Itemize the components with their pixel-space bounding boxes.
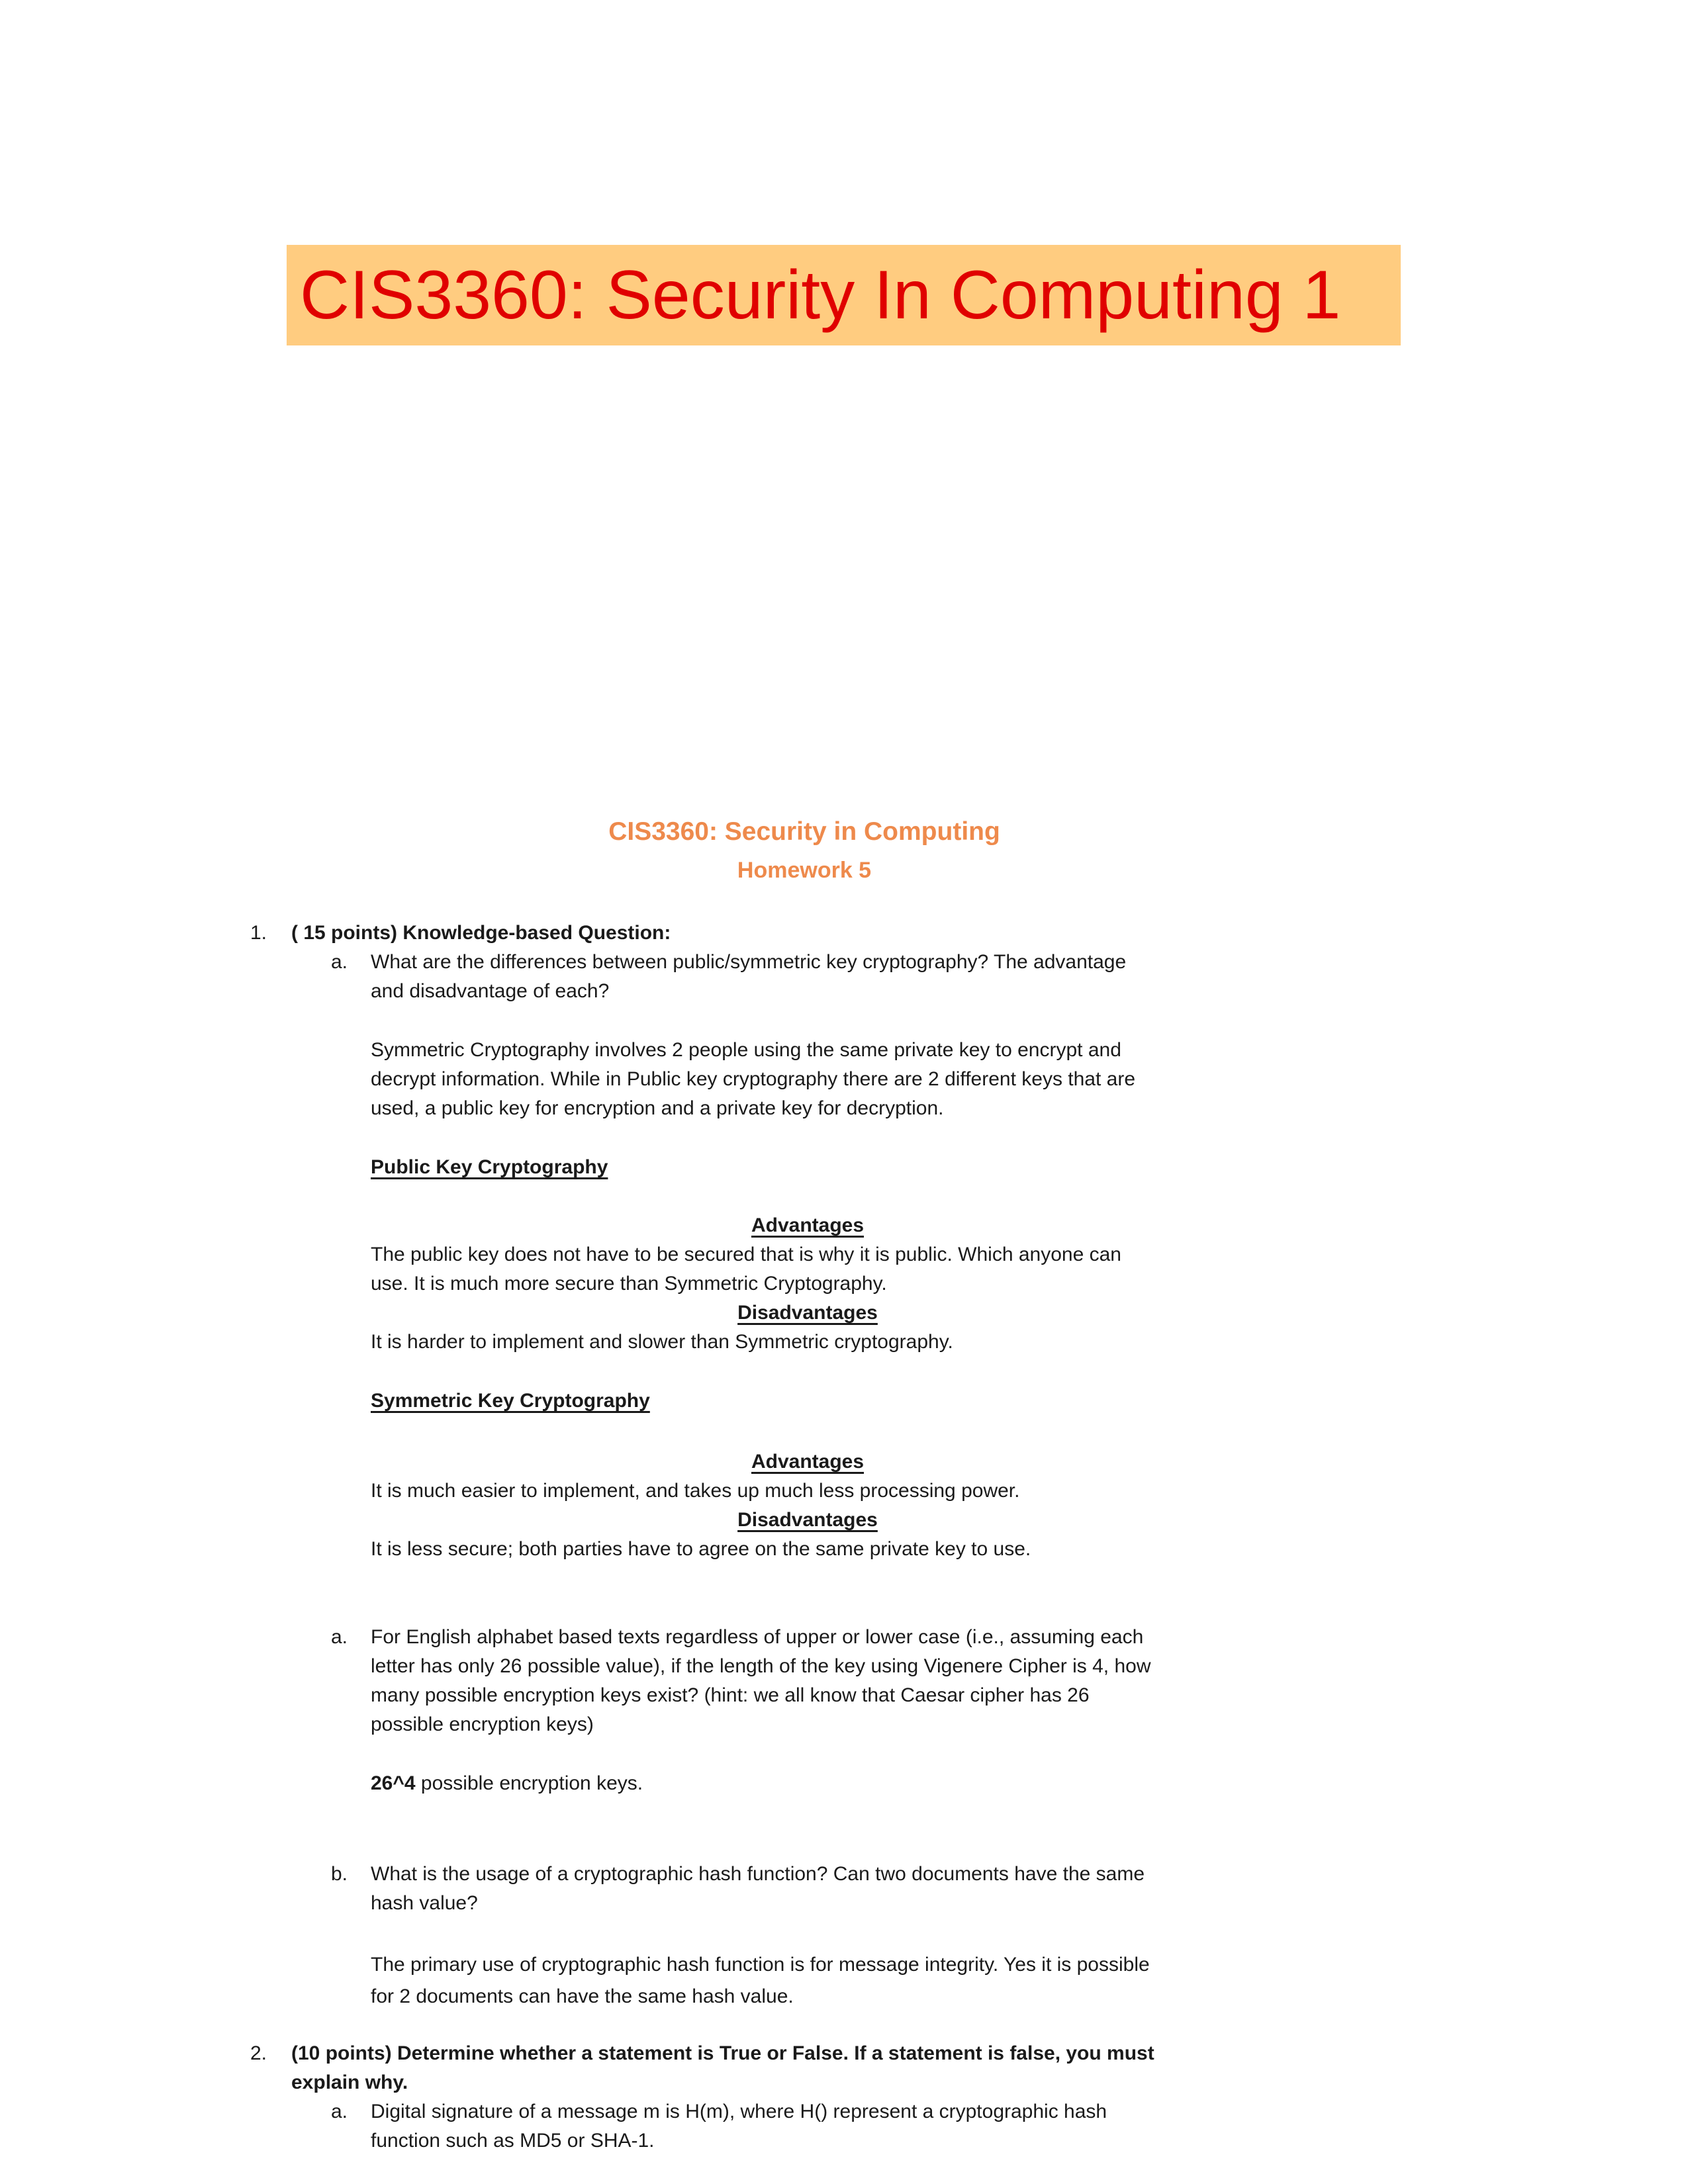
q1a-answer-line-2: decrypt information. While in Public key cryptography there are 2 different keys that are xyxy=(371,1068,1136,1090)
document-subtitle: Homework 5 xyxy=(737,858,872,883)
q1b-answer-line-1: The primary use of cryptographic hash function is for message integrity. Yes it is possible xyxy=(371,1954,1150,1976)
q1b-answer-line-2: for 2 documents can have the same hash value. xyxy=(371,1985,794,2007)
document-title: CIS3360: Security in Computing xyxy=(608,817,1000,846)
q2-number: 2. xyxy=(250,2042,267,2064)
q1a2-question-line-3: many possible encryption keys exist? (hint: we all know that Caesar cipher has 26 xyxy=(371,1684,1090,1706)
symmetric-disadvantages-line-1: It is less secure; both parties have to agree on the same private key to use. xyxy=(371,1538,1031,1560)
q2a-letter: a. xyxy=(331,2101,348,2122)
q1a2-question-line-4: possible encryption keys) xyxy=(371,1713,594,1735)
q1b-question-line-2: hash value? xyxy=(371,1892,478,1914)
q1b-question-line-1: What is the usage of a cryptographic hash function? Can two documents have the same xyxy=(371,1863,1145,1885)
banner-title: CIS3360: Security In Computing 1 xyxy=(300,257,1341,334)
symmetric-key-heading: Symmetric Key Cryptography xyxy=(371,1390,650,1412)
public-key-heading: Public Key Cryptography xyxy=(371,1156,608,1178)
q1b-letter: b. xyxy=(331,1863,348,1885)
symmetric-advantages-line-1: It is much easier to implement, and takes up much less processing power. xyxy=(371,1480,1020,1502)
symmetric-disadvantages-label: Disadvantages xyxy=(737,1509,878,1531)
q1a-question-line-2: and disadvantage of each? xyxy=(371,980,610,1002)
public-advantages-line-2: use. It is much more secure than Symmetric Cryptography. xyxy=(371,1273,887,1295)
q1-number: 1. xyxy=(250,922,267,944)
q1a2-answer xyxy=(371,1769,643,1798)
q1a2-answer-text: possible encryption keys. xyxy=(415,1772,643,1794)
q1a2-question-line-2: letter has only 26 possible value), if the length of the key using Vigenere Cipher is 4, how xyxy=(371,1655,1151,1677)
q1a2-answer-value: 26^4 xyxy=(371,1772,416,1794)
q1a2-letter: a. xyxy=(331,1626,348,1648)
public-disadvantages-line-1: It is harder to implement and slower than Symmetric cryptography. xyxy=(371,1331,953,1353)
q1a2-question-line-1: For English alphabet based texts regardless of upper or lower case (i.e., assuming each xyxy=(371,1626,1144,1648)
public-advantages-line-1: The public key does not have to be secured that is why it is public. Which anyone can xyxy=(371,1244,1121,1265)
q1-heading: ( 15 points) Knowledge-based Question: xyxy=(291,922,671,944)
q1a-letter: a. xyxy=(331,951,348,973)
title-banner xyxy=(287,245,1401,345)
public-advantages-label: Advantages xyxy=(751,1214,865,1236)
q2-heading-line-1: (10 points) Determine whether a statement is True or False. If a statement is false, you must xyxy=(291,2042,1154,2064)
q1a-answer-line-3: used, a public key for encryption and a private key for decryption. xyxy=(371,1097,944,1119)
symmetric-advantages-label: Advantages xyxy=(751,1451,865,1473)
q1a-answer-line-1: Symmetric Cryptography involves 2 people using the same private key to encrypt and xyxy=(371,1039,1121,1061)
q2a-question-line-1: Digital signature of a message m is H(m), where H() represent a cryptographic hash xyxy=(371,2101,1107,2122)
q1a-question-line-1: What are the differences between public/symmetric key cryptography? The advantage xyxy=(371,951,1127,973)
q2-heading-line-2: explain why. xyxy=(291,2071,408,2093)
public-disadvantages-label: Disadvantages xyxy=(737,1302,878,1324)
q2a-question-line-2: function such as MD5 or SHA-1. xyxy=(371,2130,655,2152)
